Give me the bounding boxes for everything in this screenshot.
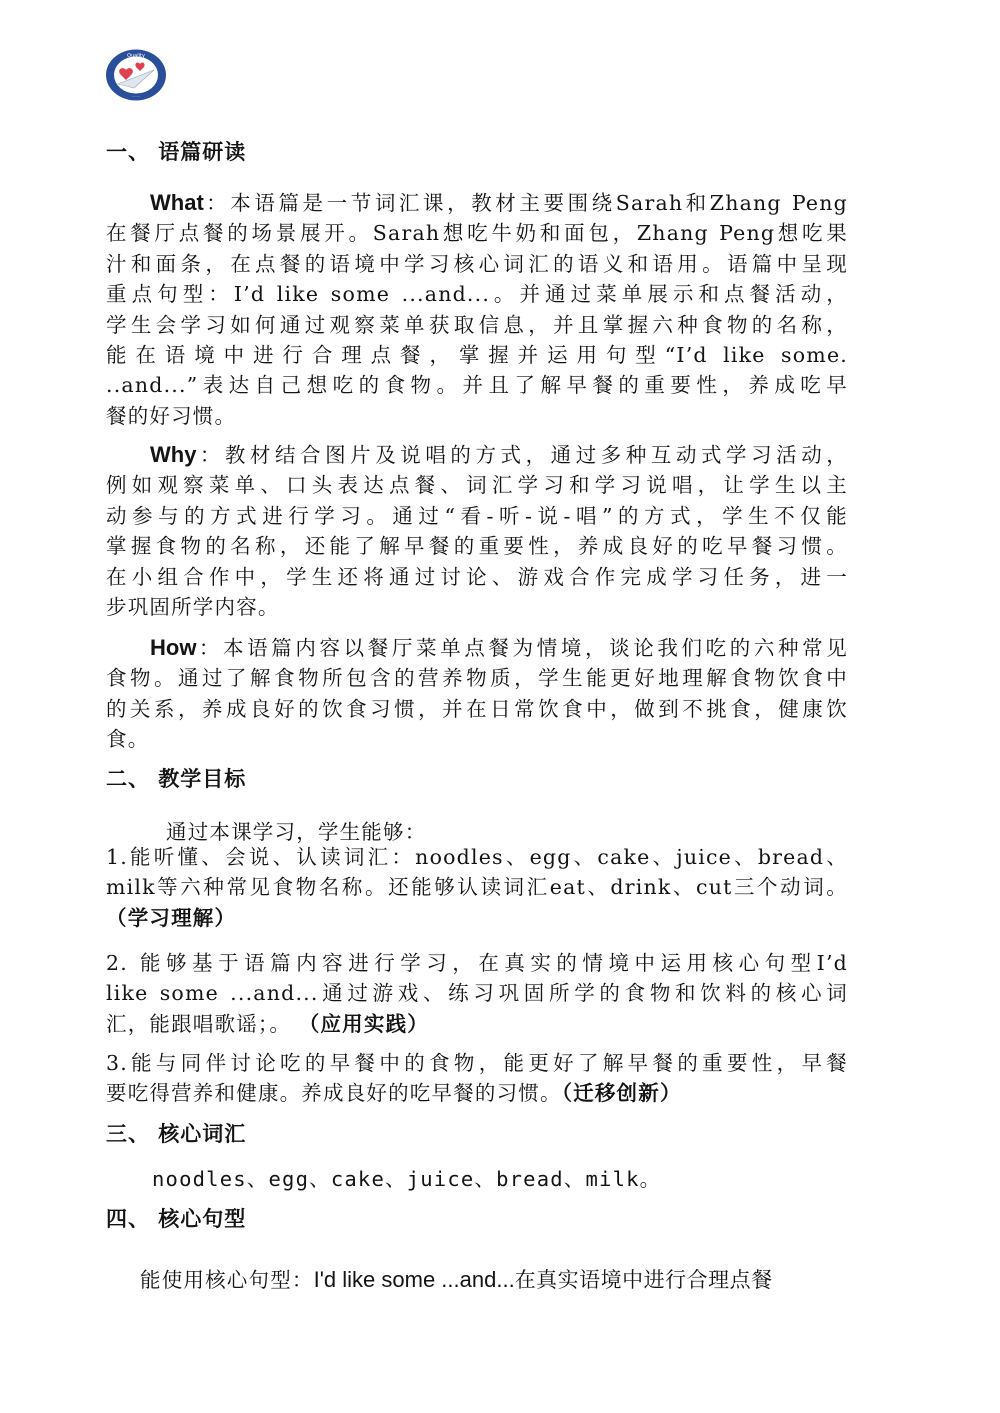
section-heading-core-vocabulary: 三、 核心词汇 (106, 1122, 247, 1146)
core-vocabulary-list: noodles、egg、cake、juice、bread、milk。 (152, 1167, 662, 1191)
core-sentence: 能使用核心句型：I'd like some ...and...在真实语境中进行合理点餐 (140, 1267, 773, 1292)
goal-2: 2. 能够基于语篇内容进行学习，在真实的情境中运用核心句型I’d like some ...and...通过游戏、练习巩固所学的食物和饮料的核心词 汇，能跟唱歌谣；。 （应用实践） (106, 951, 848, 1036)
lead-what: What (150, 190, 204, 215)
goal-3: 3.能与同伴讨论吃的早餐中的食物，能更好了解早餐的重要性，早餐 要吃得营养和健康。养成良好的吃早餐的习惯。（迁移创新） (106, 1051, 848, 1106)
paragraph-how: How：本语篇内容以餐厅菜单点餐为情境，谈论我们吃的六种常见 食物。通过了解食物所包含的营养物质，学生能更好地理解食物饮食中 的关系，养成良好的饮食习惯，并在日常饮食中，做到不挑食，健康饮 食。 (106, 635, 848, 752)
paragraph-why: Why：教材结合图片及说唱的方式，通过多种互动式学习活动， 例如观察菜单、口头表达点餐、词汇学习和学习说唱，让学生以主 动参与的方式进行学习。通过“看-听-说-唱”的方式，学生不仅能 掌握食物的名称，还能了解早餐的重要性，养成良好的吃早餐习惯。 在小组合作中，学生还将通过讨论、游戏合作完成学习任务，进一 步巩固所学内容。 (106, 442, 848, 620)
goal-1: 1.能听懂、会说、认读词汇：noodles、egg、cake、juice、bread、 milk等六种常见食物名称。还能够认读词汇eat、drink、cut三个动词。 （学习理解） (106, 845, 848, 930)
goal-3-tag: （迁移创新） (561, 1081, 682, 1106)
goals-intro: 通过本课学习，学生能够： (166, 820, 427, 844)
section-heading-core-sentence: 四、 核心句型 (106, 1207, 247, 1231)
goal-1-tag: （学习理解） (106, 905, 237, 930)
section-heading-teaching-goals: 二、 教学目标 (106, 767, 247, 791)
goal-2-tag: （应用实践） (298, 1011, 429, 1036)
lead-why: Why (150, 442, 197, 467)
lead-how: How (150, 635, 197, 660)
school-emblem-icon (104, 48, 168, 102)
svg-text:Quality: Quality (127, 53, 145, 59)
section-heading-text-study: 一、 语篇研读 (106, 140, 247, 164)
paragraph-what: What：本语篇是一节词汇课，教材主要围绕Sarah和Zhang Peng 在餐厅点餐的场景展开。Sarah想吃牛奶和面包，Zhang Peng想吃果 汁和面条，在点餐的语境中学习核心词汇的语义和语用。语篇中呈现 重点句型：I’d like some ...and...。并通过菜单展示和点餐活动， 学生会学习如何通过观察菜单获取信息，并且掌握六种食物的名称， 能在语境中进行合理点餐，掌握并运用句型“I’d like some. ..and...”表达自己想吃的食物。并且了解早餐的重要性，养成吃早 餐的好习惯。 (106, 190, 848, 428)
svg-text:· · ·: · · · (132, 95, 140, 100)
